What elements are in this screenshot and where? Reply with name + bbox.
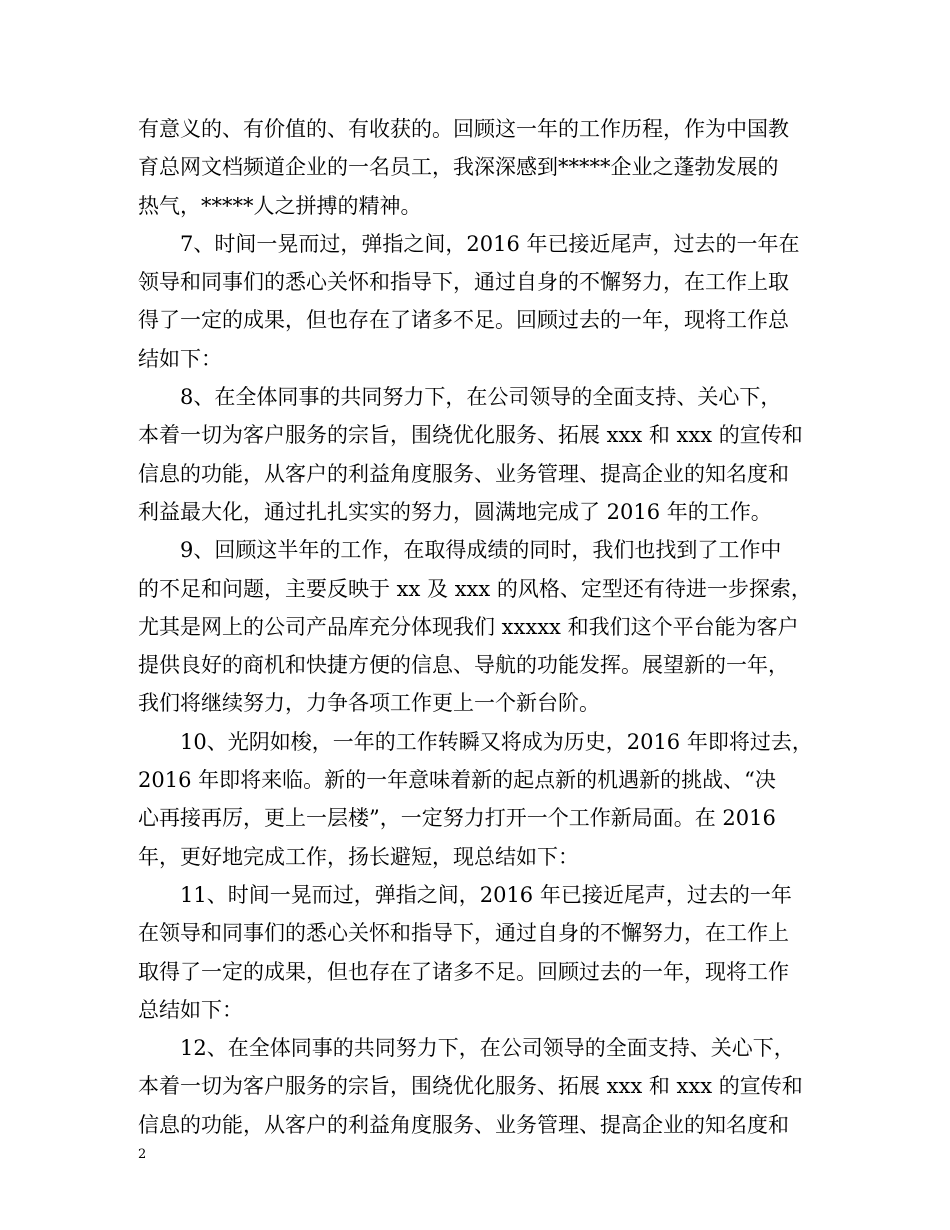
text-line: 本着一切为客户服务的宗旨，围绕优化服务、拓展 xxx 和 xxx 的宣传和: [138, 423, 803, 448]
text-line: 心再接再厉，更上一层楼”，一定努力打开一个工作新局面。在 2016: [138, 806, 776, 831]
text-line: 的不足和问题，主要反映于 xx 及 xxx 的风格、定型还有待进一步探索，: [138, 576, 812, 601]
body-text: [138, 110, 830, 1144]
text-line: 年，更好地完成工作，扬长避短，现总结如下：: [138, 844, 579, 869]
text-line: 有意义的、有价值的、有收获的。回顾这一年的工作历程，作为中国教: [138, 117, 789, 141]
text-line: 取得了一定的成果，但也存在了诸多不足。回顾过去的一年，现将工作: [138, 959, 789, 984]
text-line: 育总网文档频道企业的一名员工，我深深感到*****企业之蓬勃发展的: [138, 155, 779, 180]
text-line: 结如下：: [138, 346, 222, 371]
text-line: 信息的功能，从客户的利益角度服务、业务管理、提高企业的知名度和: [138, 1112, 789, 1137]
text-line: 利益最大化，通过扎扎实实的努力，圆满地完成了 2016 年的工作。: [138, 499, 772, 524]
text-line: 总结如下：: [138, 997, 243, 1022]
paragraph-9-start: 9、回顾这半年的工作，在取得成绩的同时，我们也找到了工作中: [180, 538, 782, 563]
paragraph-12-start: 12、在全体同事的共同努力下，在公司领导的全面支持、关心下，: [180, 1036, 795, 1061]
paragraph-7-start: 7、时间一晃而过，弹指之间，2016 年已接近尾声，过去的一年在: [180, 231, 800, 256]
text-line: 热气，*****人之拼搏的精神。: [138, 193, 422, 218]
text-line: 信息的功能，从客户的利益角度服务、业务管理、提高企业的知名度和: [138, 461, 789, 486]
text-line: 尤其是网上的公司产品库充分体现我们 xxxxx 和我们这个平台能为客户: [138, 614, 799, 639]
text-line: 提供良好的商机和快捷方便的信息、导航的功能发挥。展望新的一年，: [138, 653, 789, 678]
text-line: 得了一定的成果，但也存在了诸多不足。回顾过去的一年，现将工作总: [138, 308, 789, 333]
paragraph-8-start: 8、在全体同事的共同努力下，在公司领导的全面支持、关心下，: [180, 385, 782, 410]
text-line: 2016 年即将来临。新的一年意味着新的起点新的机遇新的挑战、“决: [138, 768, 776, 793]
text-line: 我们将继续努力，力争各项工作更上一个新台阶。: [138, 691, 600, 716]
text-line: 领导和同事们的悉心关怀和指导下，通过自身的不懈努力，在工作上取: [138, 270, 789, 295]
text-line: 本着一切为客户服务的宗旨，围绕优化服务、拓展 xxx 和 xxx 的宣传和: [138, 1074, 803, 1099]
paragraph-10-start: 10、光阴如梭，一年的工作转瞬又将成为历史，2016 年即将过去，: [180, 729, 813, 754]
page-number: 2: [138, 1147, 147, 1162]
paragraph-11-start: 11、时间一晃而过，弹指之间，2016 年已接近尾声，过去的一年: [180, 882, 792, 907]
text-line: 在领导和同事们的悉心关怀和指导下，通过自身的不懈努力，在工作上: [138, 921, 789, 946]
